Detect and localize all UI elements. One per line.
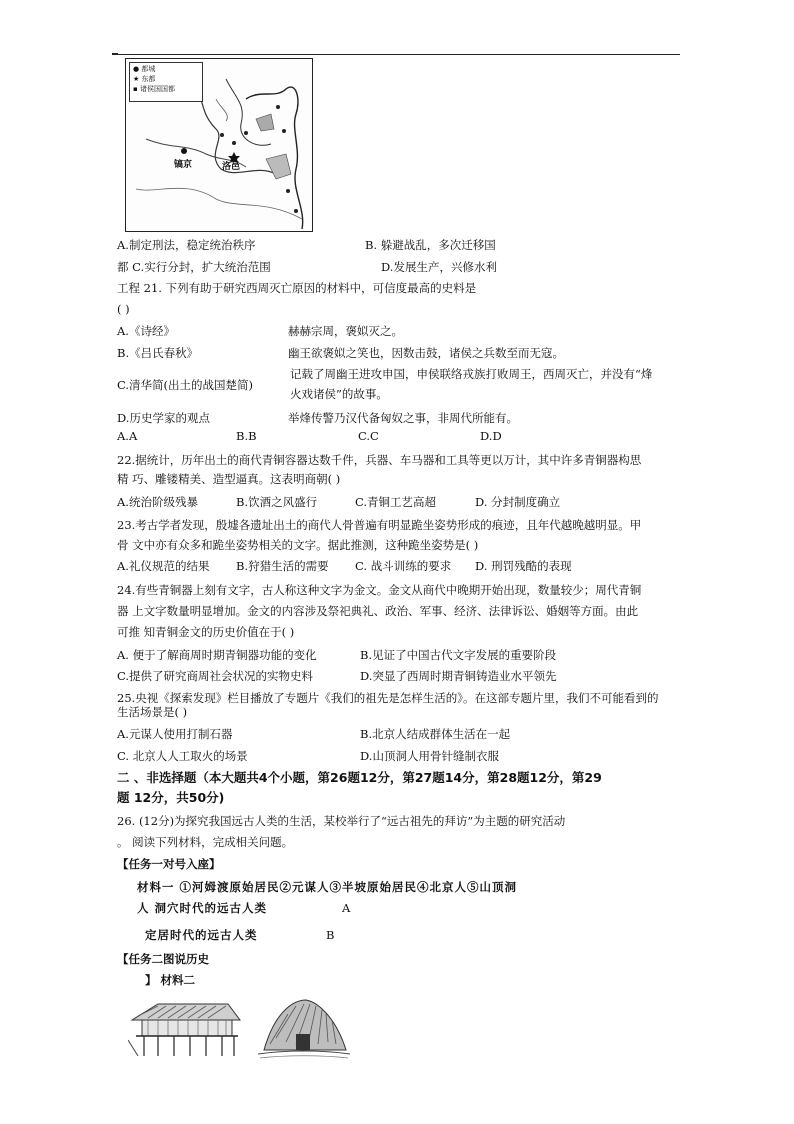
q26-material-1-line-3: 定居时代的远古人类	[145, 928, 258, 942]
q21-paren: ( )	[117, 302, 130, 316]
q25-line-2: 生活场景是( )	[117, 705, 188, 719]
q24-line-2: 器 上文字数量明显增加。金文的内容涉及祭祀典礼、政治、军事、经济、法律诉讼、婚姻等方面。由此	[117, 604, 639, 618]
q25-option-a: A.元谋人使用打制石器	[117, 727, 233, 741]
q23-line-1: 23.考古学者发现，殷墟各遗址出土的商代人骨普遍有明显跪坐姿势形成的痕迹，且年代越晚越明显。甲	[117, 518, 642, 532]
legend-capital: ● 都城	[133, 65, 156, 73]
q24-option-c: C.提供了研究商周社会状况的实物史料	[117, 669, 314, 683]
map-label-haojing: 镐京	[174, 160, 193, 170]
q24-line-3: 可推 知青铜金文的历史价值在于( )	[117, 625, 295, 639]
q26-blank-a: A	[342, 901, 351, 915]
q25-option-c: C. 北京人人工取火的场景	[117, 749, 248, 763]
q22-option-c: C.青铜工艺高超	[355, 495, 437, 509]
q26-line-2: 。 阅读下列材料，完成相关问题。	[117, 835, 294, 849]
q23-option-c: C. 战斗训练的要求	[355, 559, 452, 573]
western-zhou-map	[125, 58, 313, 232]
q24-option-a: A. 便于了解商周时期青铜器功能的变化	[117, 648, 317, 662]
q21-row-d-text: 举烽传警乃汉代备匈奴之事，非周代所能有。	[288, 411, 518, 425]
q21-choice-d: D.D	[480, 429, 502, 443]
q20-option-d: D.发展生产，兴修水利	[381, 260, 497, 274]
banpo-hut-image	[256, 998, 352, 1064]
q21-row-b-source: B.《吕氏春秋》	[117, 346, 199, 360]
q21-choice-b: B.B	[236, 429, 257, 443]
q24-option-b: B.见证了中国古代文字发展的重要阶段	[360, 648, 557, 662]
q24-option-d: D.突显了西周时期青铜铸造业水平领先	[360, 669, 557, 683]
map-legend	[129, 62, 203, 102]
q22-line-1: 22.据统计，历年出土的商代青铜容器达数千件，兵器、车马器和工具等更以万计，其中许多青铜器构思	[117, 453, 642, 467]
q23-line-2: 骨 文中亦有众多和跪坐姿势相关的文字。据此推测，这种跪坐姿势是( )	[117, 538, 479, 552]
q26-line-1: 26. (12分)为探究我国远古人类的生活，某校举行了“远古祖先的拜访”为主题的研究活动	[117, 814, 566, 828]
legend-east-capital: ★ 东都	[133, 75, 156, 83]
q21-row-c-text-2: 火戏诸侯”的故事。	[290, 387, 388, 401]
section-2-heading-line-2: 题 12分，共50分)	[117, 790, 225, 805]
q23-option-a: A.礼仪规范的结果	[117, 559, 210, 573]
q21-choice-c: C.C	[358, 429, 379, 443]
q23-option-b: B.狩猎生活的需要	[236, 559, 329, 573]
q26-material-1-line-2: 人 洞穴时代的远古人类	[137, 901, 268, 915]
q25-line-1: 25.央视《探索发现》栏目播放了专题片《我们的祖先是怎样生活的》。在这部专题片里，我们不可能看到的	[117, 691, 659, 705]
stilt-house-image	[128, 998, 244, 1062]
q20-option-c: 都 C.实行分封，扩大统治范围	[117, 260, 271, 274]
q26-task-2-heading: 【任务二图说历史	[117, 952, 209, 966]
q21-row-c-text: 记载了周幽王进攻申国，申侯联络戎族打败周王，西周灭亡，并没有“烽	[290, 367, 653, 381]
q21-row-a-text: 赫赫宗周，褒姒灭之。	[288, 324, 403, 338]
legend-vassal-capital: ▪ 诸侯国国都	[133, 85, 175, 93]
q22-option-b: B.饮酒之风盛行	[236, 495, 318, 509]
q21-row-a-source: A.《诗经》	[117, 324, 175, 338]
q21-row-c-source: C.清华简(出土的战国楚简)	[117, 378, 254, 392]
q26-material-2-label: 】 材料二	[145, 973, 196, 987]
q21-row-d-source: D.历史学家的观点	[117, 411, 210, 425]
q26-task-1-heading: 【任务一对号入座】	[117, 857, 221, 871]
q25-option-d: D.山顶洞人用骨针缝制衣服	[360, 749, 499, 763]
section-2-heading-line-1: 二 、非选择题（本大题共4个小题，第26题12分，第27题14分，第28题12分，第29	[117, 770, 602, 785]
q22-option-a: A.统治阶级残暴	[117, 495, 198, 509]
map-label-luoyi: 洛邑	[222, 162, 241, 172]
q22-option-d: D. 分封制度确立	[475, 495, 561, 509]
q20-option-a: A.制定刑法，稳定统治秩序	[117, 238, 256, 252]
header-rule	[112, 54, 680, 55]
q21-choice-a: A.A	[117, 429, 138, 443]
q21-row-b-text: 幽王欲褒姒之笑也，因数击鼓，诸侯之兵数至而无寇。	[288, 346, 564, 360]
q22-line-2: 精 巧、雕镂精美、造型逼真。这表明商朝( )	[117, 472, 341, 486]
q26-blank-b: B	[326, 928, 335, 942]
q20-option-b: B. 躲避战乱，多次迁移国	[365, 238, 496, 252]
q25-option-b: B.北京人结成群体生活在一起	[360, 727, 511, 741]
q26-material-1-line-1: 材料一 ①河姆渡原始居民②元谋人③半坡原始居民④北京人⑤山顶洞	[137, 880, 517, 894]
q24-line-1: 24.有些青铜器上刻有文字，古人称这种文字为金文。金文从商代中晚期开始出现，数量较少；周代青铜	[117, 583, 642, 597]
q23-option-d: D. 刑罚残酷的表现	[475, 559, 572, 573]
q21-stem: 工程 21. 下列有助于研究西周灭亡原因的材料中，可信度最高的史料是	[117, 281, 477, 295]
